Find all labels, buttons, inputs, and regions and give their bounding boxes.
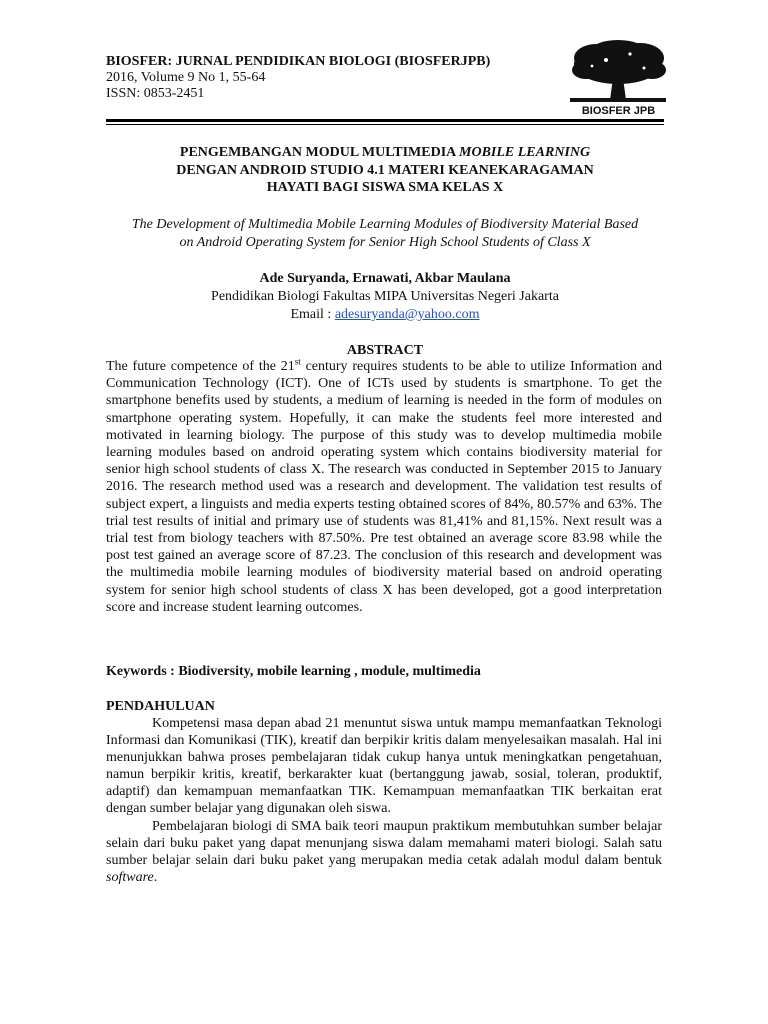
- paragraph-2-text: Pembelajaran biologi di SMA baik teori maupun praktikum membutuhkan sumber belajar selain dari buku paket yang dapat menunjang siswa dalam memahami materi biologi. Salah satu sumber belajar selain dari buku paket yang merupakan media cetak adalah modul dalam bentuk: [106, 818, 662, 868]
- title-line-1: [106, 144, 664, 162]
- tree-icon: [566, 40, 670, 102]
- journal-volume: 2016, Volume 9 No 1, 55-64: [106, 70, 266, 85]
- journal-title: BIOSFER: JURNAL PENDIDIKAN BIOLOGI (BIOSFERJPB): [106, 54, 491, 69]
- abstract-text: [106, 358, 662, 616]
- title-line-1-text: PENGEMBANGAN MODUL MULTIMEDIA: [179, 145, 460, 160]
- paragraph-2: [106, 818, 662, 886]
- affiliation: Pendidikan Biologi Fakultas MIPA Universitas Negeri Jakarta: [211, 289, 559, 304]
- email-line: [106, 306, 664, 324]
- journal-logo: [566, 40, 670, 122]
- section-body: [106, 715, 662, 886]
- english-title-line-2: on Android Operating System for Senior High School Students of Class X: [179, 234, 591, 250]
- paragraph-2-italic: software: [106, 869, 154, 885]
- abstract-text-rest: century requires students to be able to utilize Information and Communication Technology (ICT). One of ICTs used by students is smartphone. To get the smartphone benefits used by students, a medium of learning is needed in the form of modules on smartphone operating system. Hopefully, it can make the students feel more interested and motivated in learning biology. The purpose of this study was to develop multimedia mobile learning modules based on android operating system which contains biodiversity material for senior high school students of class X. The research was conducted in September 2015 to January 2016. The research method used was a research and development. The validation test results of subject expert, a linguists and media experts testing obtained scores of 84%, 80.57% and 63%. The trial test results of initial and primary use of students was 81,41% and 81,15%. Next result was a trial test from biology teachers with 87.50%. Pre test obtained an average score 83.98 while the post test gained an average score of 87.23. The conclusion of this research and development was the multimedia mobile learning modules of biodiversity material based on android operating system for senior high school students of class X has been developed, got a good interpretation score and increase student learning outcomes.: [106, 359, 663, 615]
- abstract-text-start: The future competence of the 21: [106, 359, 295, 374]
- header-rule-thin: [106, 124, 664, 125]
- title-line-3: HAYATI BAGI SISWA SMA KELAS X: [266, 180, 504, 195]
- paragraph-2-end: .: [153, 869, 158, 885]
- section-heading: PENDAHULUAN: [106, 699, 215, 714]
- paragraph-1: Kompetensi masa depan abad 21 menuntut siswa untuk mampu memanfaatkan Teknologi Informasi dan Komunikasi (TIK), kreatif dan berpikir kritis dalam menyelesaikan masalah. Hal ini menunjukkan bahwa proses pembelajaran tidak cukup hanya untuk meningkatkan pengetahuan, namun berpikir kritis, kreatif, berkarakter kuat (bertanggung jawab, sosial, toleran, produktif, adaptif) dan kemampuan memanfaatkan TIK. Kemampuan memanfaatkan TIK berkaitan erat dengan sumber belajar yang digunakan oleh siswa.: [106, 716, 662, 817]
- journal-header: [106, 54, 576, 102]
- paper-title: [106, 144, 664, 197]
- keywords: Keywords : Biodiversity, mobile learning , module, multimedia: [106, 664, 481, 679]
- english-title-line-1: The Development of Multimedia Mobile Learning Modules of Biodiversity Material Based: [131, 217, 639, 232]
- email-link[interactable]: adesuryanda@yahoo.com: [334, 307, 480, 322]
- abstract-heading: ABSTRACT: [346, 343, 424, 358]
- journal-issn: ISSN: 0853-2451: [106, 86, 205, 101]
- email-label: Email :: [290, 307, 335, 322]
- authors: Ade Suryanda, Ernawati, Akbar Maulana: [259, 271, 511, 286]
- header-rule-thick: [106, 119, 664, 122]
- abstract-superscript: st: [294, 356, 301, 367]
- title-line-1-italic: MOBILE LEARNING: [459, 145, 591, 160]
- english-title: [106, 216, 664, 251]
- logo-caption: BIOSFER JPB: [581, 105, 656, 117]
- title-line-2: DENGAN ANDROID STUDIO 4.1 MATERI KEANEKARAGAMAN: [176, 162, 594, 178]
